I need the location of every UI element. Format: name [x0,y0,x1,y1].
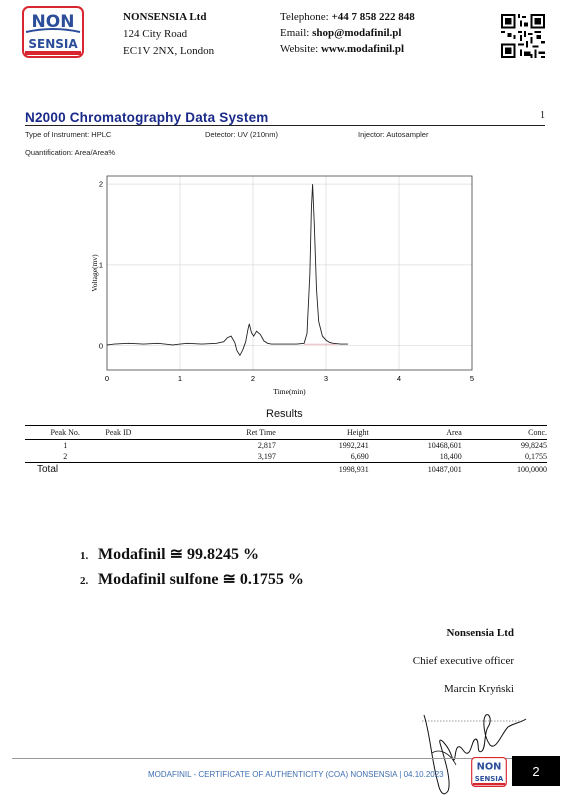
col-peak-id: Peak ID [105,426,183,440]
system-title: N2000 Chromatography Data System [25,110,269,125]
col-height: Height [276,426,369,440]
chart-grid [107,176,472,370]
report-page-number: 1 [540,110,545,121]
title-divider [25,125,545,126]
y-axis-label: Voltage(mv) [90,254,99,292]
signatory-company: Nonsensia Ltd [446,627,514,639]
website-label: Website: [280,43,321,55]
y-tick-label: 1 [98,260,103,270]
results-table [25,425,547,476]
x-tick-label: 5 [469,374,475,383]
col-area: Area [369,426,462,440]
qr-code-icon [501,14,545,58]
email-link[interactable]: shop@modafinil.pl [312,27,402,39]
x-tick-label: 2 [250,374,256,383]
nonsensia-logo [22,6,84,58]
col-ret-time: Ret Time [183,426,276,440]
x-ticks [105,374,474,383]
page-number-badge: 2 [512,756,560,786]
email-label: Email: [280,27,313,39]
x-tick-label: 3 [323,374,329,383]
chromatogram-chart [20,170,490,406]
telephone[interactable]: +44 7 858 222 848 [331,11,415,23]
x-axis-label: Time(min) [273,387,306,396]
summary-item: 2. Modafinil sulfone ≅ 0.1755 % [80,571,304,588]
injector: Injector: Autosampler [358,130,429,139]
svg-text:NON: NON [476,761,502,773]
footer-logo [471,757,507,787]
table-row: 2 3,197 6,690 18,400 0,1755 [63,452,547,461]
logo-text-bottom: SENSIA [28,37,78,51]
col-conc: Conc. [462,426,547,440]
footer-divider [12,758,513,759]
company-name: NONSENSIA Ltd [123,11,207,23]
chromatogram-trace [107,184,348,355]
y-tick-label: 2 [98,179,103,189]
y-tick-label: 0 [98,341,103,351]
table-row: 1 2,817 1992,241 10468,601 99,8245 [63,441,547,450]
x-tick-label: 4 [396,374,402,383]
instrument-type: Type of Instrument: HPLC [25,130,112,139]
footer-text: MODAFINIL - CERTIFICATE OF AUTHENTICITY (COA) NONSENSIA | 04.10.2023 [148,770,444,779]
summary-item: 1. Modafinil ≅ 99.8245 % [80,546,259,563]
contact-block [280,9,415,57]
results-title: Results [266,408,303,420]
svg-text:SENSIA: SENSIA [474,775,504,784]
signatory-role: Chief executive officer [412,655,514,667]
telephone-label: Telephone: [280,11,332,23]
website-link[interactable]: www.modafinil.pl [320,43,405,55]
quantification: Quantification: Area/Area% [25,148,116,157]
signatory-name: Marcin Kryński [444,683,514,695]
detector: Detector: UV (210nm) [205,130,278,139]
logo-text-top: NON [31,12,75,32]
address-line2: EC1V 2NX, London [123,45,215,57]
table-total-row: Total 1998,931 10487,001 100,0000 [25,463,547,477]
address-line1: 124 City Road [123,28,188,40]
plot-frame [107,176,472,370]
y-ticks [99,180,103,351]
purity-summary [80,543,304,593]
x-tick-label: 1 [177,374,183,383]
company-block [123,9,214,60]
x-tick-label: 0 [104,374,110,383]
col-peak-no: Peak No. [25,426,105,440]
results-header-row [25,426,547,440]
